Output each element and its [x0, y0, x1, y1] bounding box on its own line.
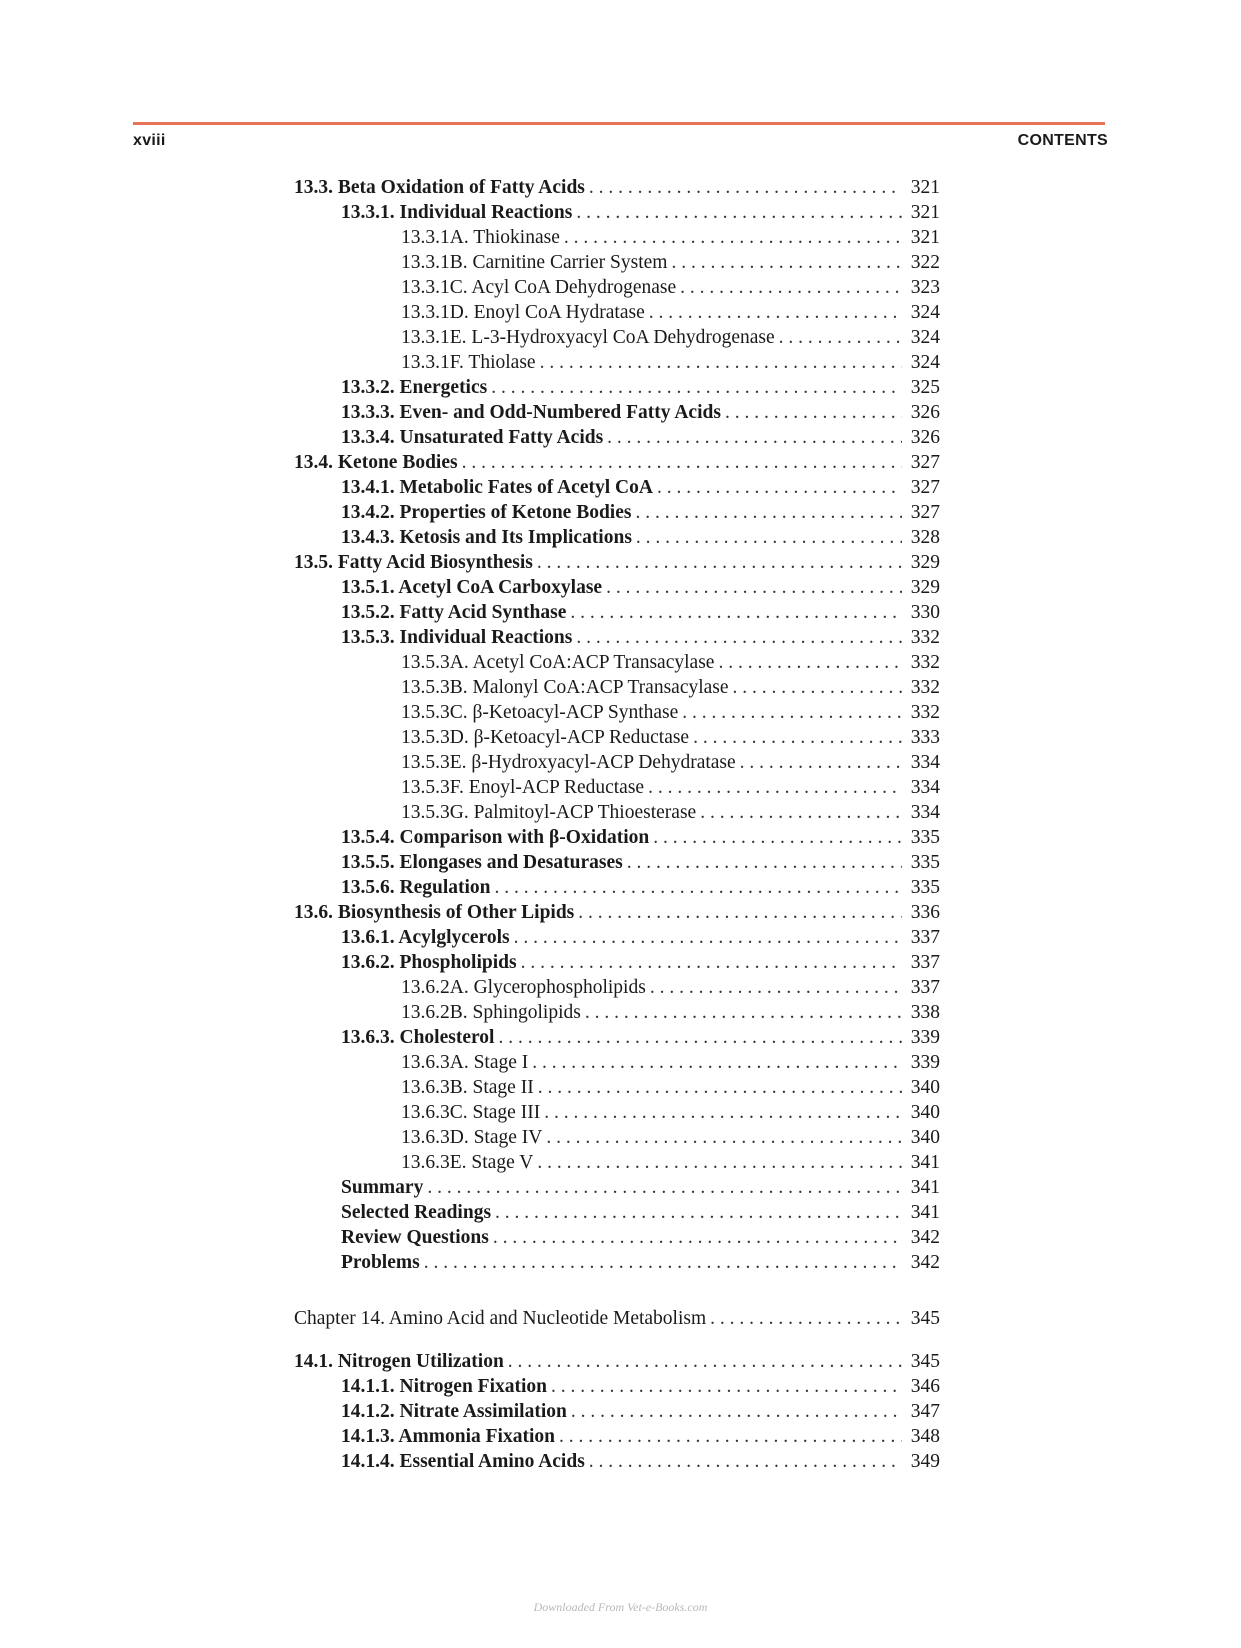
toc-page: 341	[910, 1152, 940, 1173]
dot-leader	[648, 775, 902, 800]
toc-subsection[interactable]	[294, 575, 940, 600]
toc-title: 13.5. Fatty Acid Biosynthesis	[294, 552, 533, 573]
toc-title: 13.3.2. Energetics	[341, 377, 488, 398]
toc-subsection[interactable]	[294, 500, 940, 525]
toc-title: 13.3.3. Even- and Odd-Numbered Fatty Acids	[341, 402, 721, 423]
toc-title: 13.5.5. Elongases and Desaturases	[341, 852, 623, 873]
toc-subsection[interactable]	[294, 400, 940, 425]
table-of-contents	[294, 175, 940, 1474]
toc-subsubsection[interactable]	[294, 700, 940, 725]
toc-title: 13.3.1. Individual Reactions	[341, 202, 573, 223]
toc-title: 14.1. Nitrogen Utilization	[294, 1351, 504, 1372]
toc-subsubsection[interactable]	[294, 300, 940, 325]
toc-page: 332	[910, 627, 940, 648]
toc-page: 334	[910, 777, 940, 798]
dot-leader	[570, 600, 902, 625]
toc-page: 324	[910, 352, 940, 373]
dot-leader	[427, 1175, 902, 1200]
toc-section[interactable]	[294, 1349, 940, 1374]
toc-title: 13.5.3B. Malonyl CoA:ACP Transacylase	[401, 677, 729, 698]
toc-title: 13.6.2. Phospholipids	[341, 952, 517, 973]
toc-title: 13.6.2A. Glycerophospholipids	[401, 977, 646, 998]
toc-page: 339	[910, 1027, 940, 1048]
toc-chapter[interactable]	[294, 1306, 940, 1331]
toc-title: 13.5.3D. β-Ketoacyl-ACP Reductase	[401, 727, 690, 748]
toc-page: 335	[910, 827, 940, 848]
toc-page: 324	[910, 302, 940, 323]
dot-leader	[607, 425, 902, 450]
toc-title: 14.1.1. Nitrogen Fixation	[341, 1376, 548, 1397]
page-number: xviii	[133, 132, 166, 149]
toc-page: 340	[910, 1127, 940, 1148]
dot-leader	[540, 350, 902, 375]
toc-title: 13.5.4. Comparison with β-Oxidation	[341, 827, 650, 848]
toc-subsubsection[interactable]	[294, 1000, 940, 1025]
toc-page: 322	[910, 252, 940, 273]
toc-subsection[interactable]	[294, 1424, 940, 1449]
toc-subsubsection[interactable]	[294, 775, 940, 800]
toc-title: 13.3.1B. Carnitine Carrier System	[401, 252, 668, 273]
toc-page: 327	[910, 452, 940, 473]
toc-title: Review Questions	[341, 1227, 489, 1248]
dot-leader	[508, 1349, 902, 1374]
dot-leader	[589, 175, 902, 200]
toc-page: 341	[910, 1202, 940, 1223]
toc-subsection[interactable]	[294, 375, 940, 400]
dot-leader	[710, 1306, 902, 1331]
toc-title: 13.6.2B. Sphingolipids	[401, 1002, 581, 1023]
toc-subsection[interactable]	[294, 1175, 940, 1200]
toc-title: 13.6.3C. Stage III	[401, 1102, 541, 1123]
dot-leader	[627, 850, 902, 875]
dot-leader	[650, 975, 902, 1000]
toc-title: 13.6.3. Cholesterol	[341, 1027, 495, 1048]
dot-leader	[424, 1250, 902, 1275]
toc-subsubsection[interactable]	[294, 250, 940, 275]
toc-title: 13.3.4. Unsaturated Fatty Acids	[341, 427, 604, 448]
toc-subsubsection[interactable]	[294, 225, 940, 250]
toc-subsection[interactable]	[294, 1250, 940, 1275]
toc-subsection[interactable]	[294, 475, 940, 500]
toc-subsection[interactable]	[294, 425, 940, 450]
toc-title: 14.1.4. Essential Amino Acids	[341, 1451, 585, 1472]
toc-page: 324	[910, 327, 940, 348]
dot-leader	[514, 925, 902, 950]
toc-subsection[interactable]	[294, 850, 940, 875]
toc-page: 325	[910, 377, 940, 398]
toc-subsubsection[interactable]	[294, 800, 940, 825]
dot-leader	[538, 1075, 902, 1100]
toc-subsubsection[interactable]	[294, 275, 940, 300]
dot-leader	[559, 1424, 902, 1449]
toc-title: 14.1.2. Nitrate Assimilation	[341, 1401, 567, 1422]
toc-title: 13.3. Beta Oxidation of Fatty Acids	[294, 177, 585, 198]
toc-title: 13.5.3A. Acetyl CoA:ACP Transacylase	[401, 652, 715, 673]
toc-title: 13.6.3A. Stage I	[401, 1052, 529, 1073]
toc-title: 13.5.2. Fatty Acid Synthase	[341, 602, 567, 623]
toc-subsection[interactable]	[294, 1449, 940, 1474]
dot-leader	[682, 700, 902, 725]
toc-subsection[interactable]	[294, 925, 940, 950]
dot-leader	[498, 1025, 902, 1050]
toc-section[interactable]	[294, 900, 940, 925]
dot-leader	[537, 1150, 902, 1175]
toc-page: 326	[910, 402, 940, 423]
toc-subsubsection[interactable]	[294, 750, 940, 775]
toc-title: 13.4. Ketone Bodies	[294, 452, 458, 473]
toc-page: 321	[910, 227, 940, 248]
dot-leader	[495, 1200, 902, 1225]
toc-page: 340	[910, 1077, 940, 1098]
toc-subsubsection[interactable]	[294, 1125, 940, 1150]
toc-title: 13.4.3. Ketosis and Its Implications	[341, 527, 632, 548]
dot-leader	[693, 725, 902, 750]
dot-leader	[564, 225, 902, 250]
toc-page: 329	[910, 577, 940, 598]
dot-leader	[493, 1225, 902, 1250]
toc-page: 345	[910, 1308, 940, 1329]
toc-title: 13.6.3E. Stage V	[401, 1152, 534, 1173]
toc-page: 332	[910, 652, 940, 673]
toc-page: 338	[910, 1002, 940, 1023]
download-watermark: Downloaded From Vet-e-Books.com	[533, 1600, 708, 1614]
dot-leader	[495, 875, 902, 900]
toc-subsection[interactable]	[294, 200, 940, 225]
toc-subsection[interactable]	[294, 1200, 940, 1225]
toc-subsection[interactable]	[294, 950, 940, 975]
dot-leader	[653, 825, 902, 850]
toc-title: 13.5.3G. Palmitoyl-ACP Thioesterase	[401, 802, 697, 823]
toc-title: Problems	[341, 1252, 420, 1273]
toc-subsubsection[interactable]	[294, 975, 940, 1000]
toc-page: 348	[910, 1426, 940, 1447]
dot-leader	[733, 675, 902, 700]
toc-title: 13.3.1F. Thiolase	[401, 352, 536, 373]
dot-leader	[740, 750, 902, 775]
toc-title: 13.4.1. Metabolic Fates of Acetyl CoA	[341, 477, 653, 498]
toc-title: 13.5.3C. β-Ketoacyl-ACP Synthase	[401, 702, 679, 723]
toc-page: 337	[910, 927, 940, 948]
toc-page: 346	[910, 1376, 940, 1397]
toc-subsection[interactable]	[294, 600, 940, 625]
toc-subsubsection[interactable]	[294, 650, 940, 675]
toc-page: 337	[910, 952, 940, 973]
toc-subsection[interactable]	[294, 525, 940, 550]
toc-page: 334	[910, 752, 940, 773]
dot-leader	[635, 500, 902, 525]
toc-page: 335	[910, 852, 940, 873]
dot-leader	[718, 650, 902, 675]
running-head: CONTENTS	[1017, 132, 1108, 149]
toc-subsection[interactable]	[294, 825, 940, 850]
header-rule	[133, 122, 1105, 125]
toc-page: 341	[910, 1177, 940, 1198]
dot-leader	[546, 1125, 902, 1150]
toc-page: 345	[910, 1351, 940, 1372]
toc-subsubsection[interactable]	[294, 325, 940, 350]
toc-page: 323	[910, 277, 940, 298]
toc-subsection[interactable]	[294, 1225, 940, 1250]
toc-section[interactable]	[294, 550, 940, 575]
toc-page: 342	[910, 1252, 940, 1273]
chapter-spacer	[294, 1331, 940, 1349]
toc-title: 13.5.1. Acetyl CoA Carboxylase	[341, 577, 603, 598]
toc-section[interactable]	[294, 175, 940, 200]
dot-leader	[649, 300, 902, 325]
toc-section[interactable]	[294, 450, 940, 475]
toc-title: 13.3.1A. Thiokinase	[401, 227, 560, 248]
toc-page: 334	[910, 802, 940, 823]
toc-subsection[interactable]	[294, 625, 940, 650]
toc-page: 332	[910, 702, 940, 723]
toc-page: 337	[910, 977, 940, 998]
toc-page: 321	[910, 177, 940, 198]
dot-leader	[576, 200, 902, 225]
toc-title: 13.5.3E. β-Hydroxyacyl-ACP Dehydratase	[401, 752, 736, 773]
toc-title: 13.6. Biosynthesis of Other Lipids	[294, 902, 575, 923]
toc-page: 340	[910, 1102, 940, 1123]
dot-leader	[537, 550, 902, 575]
toc-subsubsection[interactable]	[294, 1075, 940, 1100]
toc-subsubsection[interactable]	[294, 725, 940, 750]
dot-leader	[636, 525, 902, 550]
toc-title: 13.4.2. Properties of Ketone Bodies	[341, 502, 632, 523]
toc-subsubsection[interactable]	[294, 350, 940, 375]
dot-leader	[532, 1050, 902, 1075]
toc-subsubsection[interactable]	[294, 1050, 940, 1075]
toc-page: 328	[910, 527, 940, 548]
toc-title: Summary	[341, 1177, 424, 1198]
dot-leader	[779, 325, 902, 350]
toc-page: 327	[910, 502, 940, 523]
dot-leader	[578, 900, 902, 925]
toc-title: Chapter 14. Amino Acid and Nucleotide Metabolism	[294, 1308, 707, 1329]
toc-page: 349	[910, 1451, 940, 1472]
toc-title: 13.5.3. Individual Reactions	[341, 627, 573, 648]
toc-page: 330	[910, 602, 940, 623]
dot-leader	[544, 1100, 902, 1125]
toc-title: 13.3.1D. Enoyl CoA Hydratase	[401, 302, 645, 323]
toc-page: 336	[910, 902, 940, 923]
toc-title: Selected Readings	[341, 1202, 492, 1223]
toc-title: 13.3.1C. Acyl CoA Dehydrogenase	[401, 277, 677, 298]
toc-page: 327	[910, 477, 940, 498]
dot-leader	[725, 400, 902, 425]
toc-subsection[interactable]	[294, 875, 940, 900]
toc-page: 335	[910, 877, 940, 898]
dot-leader	[521, 950, 902, 975]
dot-leader	[571, 1399, 902, 1424]
dot-leader	[671, 250, 902, 275]
toc-page: 321	[910, 202, 940, 223]
toc-page: 333	[910, 727, 940, 748]
toc-title: 13.6.3D. Stage IV	[401, 1127, 543, 1148]
toc-subsubsection[interactable]	[294, 1150, 940, 1175]
toc-page: 326	[910, 427, 940, 448]
toc-title: 13.5.3F. Enoyl-ACP Reductase	[401, 777, 645, 798]
chapter-spacer	[294, 1275, 940, 1306]
toc-subsubsection[interactable]	[294, 675, 940, 700]
dot-leader	[700, 800, 902, 825]
toc-title: 13.6.3B. Stage II	[401, 1077, 534, 1098]
toc-title: 13.5.6. Regulation	[341, 877, 491, 898]
toc-page: 347	[910, 1401, 940, 1422]
toc-title: 13.6.1. Acylglycerols	[341, 927, 510, 948]
toc-subsection[interactable]	[294, 1399, 940, 1424]
toc-title: 14.1.3. Ammonia Fixation	[341, 1426, 555, 1447]
toc-subsubsection[interactable]	[294, 1100, 940, 1125]
toc-subsection[interactable]	[294, 1374, 940, 1399]
dot-leader	[606, 575, 902, 600]
dot-leader	[657, 475, 902, 500]
dot-leader	[491, 375, 902, 400]
toc-page: 332	[910, 677, 940, 698]
toc-page: 329	[910, 552, 940, 573]
toc-page: 342	[910, 1227, 940, 1248]
dot-leader	[589, 1449, 902, 1474]
toc-title: 13.3.1E. L-3-Hydroxyacyl CoA Dehydrogenase	[401, 327, 775, 348]
toc-subsection[interactable]	[294, 1025, 940, 1050]
dot-leader	[585, 1000, 902, 1025]
dot-leader	[576, 625, 902, 650]
dot-leader	[551, 1374, 902, 1399]
toc-page: 339	[910, 1052, 940, 1073]
dot-leader	[462, 450, 902, 475]
dot-leader	[680, 275, 902, 300]
